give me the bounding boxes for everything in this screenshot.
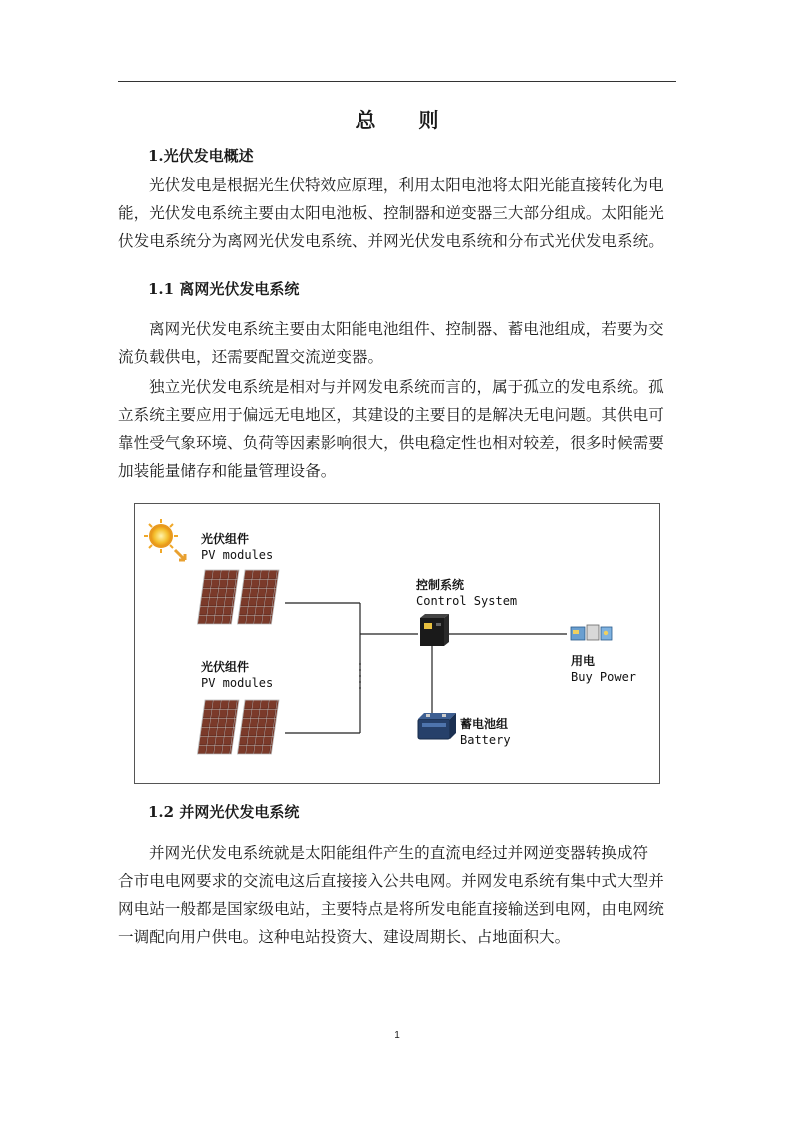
load-label bbox=[571, 653, 636, 685]
section-heading-gridtied: 1.2 并网光伏发电系统 bbox=[148, 803, 300, 821]
pv-label-bottom-cn: 光伏组件 bbox=[201, 660, 250, 674]
sun-icon bbox=[144, 519, 185, 560]
pv-panel-top-icon bbox=[197, 570, 279, 624]
controller-icon bbox=[420, 614, 449, 646]
control-label-en: Control System bbox=[416, 594, 518, 608]
section-heading-overview: 1.光伏发电概述 bbox=[148, 147, 254, 165]
load-appliance-icon bbox=[571, 625, 612, 640]
text-line: 离网光伏发电系统主要由太阳能电池组件、控制器、蓄电池组成，若要为交 bbox=[149, 320, 664, 338]
pv-label-bottom bbox=[201, 659, 273, 691]
text-line: 独立光伏发电系统是相对与并网发电系统而言的，属于孤立的发电系统。孤 bbox=[149, 378, 664, 396]
text-line: 能，光伏发电系统主要由太阳电池板、控制器和逆变器三大部分组成。太阳能光 bbox=[118, 204, 664, 222]
page-number: 1 bbox=[394, 1030, 400, 1041]
text-line: 一调配向用户供电。这种电站投资大、建设周期长、占地面积大。 bbox=[118, 928, 571, 946]
text-line: 流负载供电，还需要配置交流逆变器。 bbox=[118, 348, 384, 366]
paragraph-overview bbox=[118, 171, 676, 255]
text-line: 加装能量储存和能量管理设备。 bbox=[118, 462, 337, 480]
paragraph-gridtied bbox=[118, 839, 676, 951]
control-label bbox=[416, 577, 517, 609]
text-line: 伏发电系统分为离网光伏发电系统、并网光伏发电系统和分布式光伏发电系统。 bbox=[118, 232, 664, 250]
text-line: 并网光伏发电系统就是太阳能组件产生的直流电经过并网逆变器转换成符 bbox=[149, 844, 649, 862]
text-line: 网电站一般都是国家级电站，主要特点是将所发电能直接输送到电网，由电网统 bbox=[118, 900, 664, 918]
pv-label-top-en: PV modules bbox=[201, 548, 274, 562]
pv-label-bottom-en: PV modules bbox=[201, 676, 274, 690]
text-line: 靠性受气象环境、负荷等因素影响很大，供电稳定性也相对较差，很多时候需要 bbox=[118, 434, 664, 452]
battery-label bbox=[460, 716, 511, 748]
text-line: 合市电电网要求的交流电这后直接接入公共电网。并网发电系统有集中式大型并 bbox=[118, 872, 664, 890]
pv-label-top bbox=[201, 531, 273, 563]
battery-label-en: Battery bbox=[460, 733, 511, 747]
offgrid-system-diagram bbox=[134, 503, 660, 784]
load-label-en: Buy Power bbox=[571, 670, 637, 684]
text-line: 立系统主要应用于偏远无电地区，其建设的主要目的是解决无电问题。其供电可 bbox=[118, 406, 664, 424]
text-line: 光伏发电是根据光生伏特效应原理，利用太阳电池将太阳光能直接转化为电 bbox=[149, 176, 664, 194]
header-rule bbox=[118, 81, 676, 82]
paragraph-offgrid-2 bbox=[118, 373, 676, 485]
load-label-cn: 用电 bbox=[571, 654, 596, 668]
control-label-cn: 控制系统 bbox=[416, 578, 465, 592]
page-title: 总 则 bbox=[355, 108, 457, 132]
battery-icon bbox=[418, 713, 456, 739]
pv-panel-bottom-icon bbox=[197, 700, 279, 754]
pv-label-top-cn: 光伏组件 bbox=[201, 532, 250, 546]
battery-label-cn: 蓄电池组 bbox=[460, 717, 509, 731]
paragraph-offgrid-1 bbox=[118, 315, 676, 371]
section-heading-offgrid: 1.1 离网光伏发电系统 bbox=[148, 280, 300, 298]
